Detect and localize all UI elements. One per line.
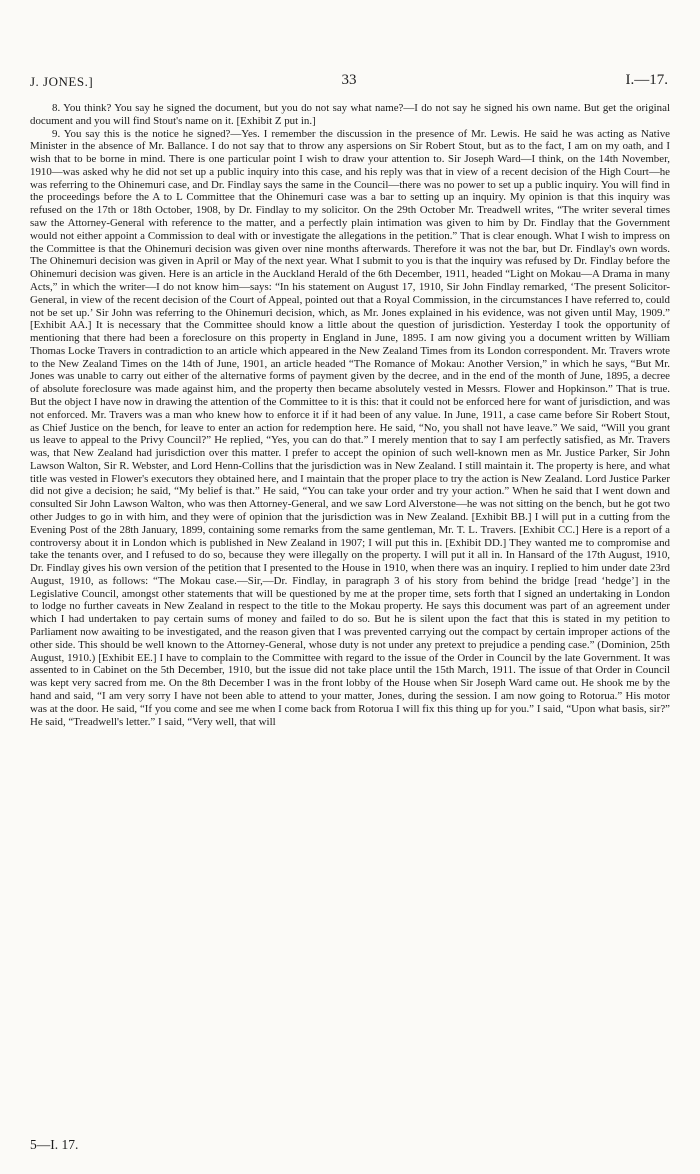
- header-witness-name: J. JONES.]: [30, 74, 94, 89]
- body-text: [30, 102, 670, 728]
- page-number: 33: [341, 72, 357, 88]
- running-header: [30, 74, 668, 92]
- printer-signature: 5—I. 17.: [30, 1137, 79, 1152]
- header-document-ref: I.—17.: [625, 72, 668, 88]
- paragraph-question-9: 9. You say this is the notice he signed?—Yes. I remember the discussion in the presence of Mr. Lewis. He said he was acting as Native Minister in the absence of Mr. Ballance. I do not say that to throw any aspersions on Sir Robert Stout, but as to the fact, I am on my oath, and I wish that to be borne in mind. There is one particular point I wish to draw your attention to. Sir Joseph Ward—I think, on the 14th November, 1910—was asked why he did not set up a public inquiry into this case, and his reply was that in view of a recent decision of the High Court—he was referring to the Ohinemuri case, and Dr. Findlay says the same in the Council—there was no power to set up a public inquiry. You will find in the proceedings before the A to L Committee that the Ohinemuri case was a bar to setting up an inquiry. My opinion is that this inquiry was refused on the 17th or 18th October, 1908, by Dr. Findlay to my solicitor. On the 29th October Mr. Treadwell writes, “The writer several times saw the Attorney-General with reference to the matter, and a perfectly plain intimation was given to him by Dr. Findlay that the Government would not either appoint a Commission to deal with or investigate the allegations in the petition.” That is clear enough. What I wish to impress on the Committee is that the Ohinemuri decision was given over nine months afterwards. Therefore it was not the bar, but Dr. Findlay's own words. The Ohinemuri decision was given in April or May of the next year. What I submit to you is that the inquiry was refused by Dr. Findlay before the Ohinemuri decision was given. Here is an article in the Auckland Herald of the 6th December, 1911, headed “Light on Mokau—A Drama in many Acts,” in which the writer—I do not know him—says: “In his statement on August 17, 1910, Sir John Findlay remarked, ‘The present Solicitor-General, in view of the recent decision of the Court of Appeal, pointed out that a Royal Commission, in the circumstances I have referred to, could not be set up.’ Sir John was referring to the Ohinemuri decision, which, as Mr. Jones explained in his evidence, was not given until May, 1909.” [Exhibit AA.] It is necessary that the Committee should know a little about the question of jurisdiction. Yesterday I took the opportunity of mentioning that there had been a foreclosure on this property in England in June, 1895. I am now giving you a document written by William Thomas Locke Travers in contradiction to an article which appeared in the New Zealand Times from its London correspondent. Mr. Travers wrote to the New Zealand Times on the 14th of June, 1901, an article headed “The Romance of Mokau: Another Version,” in which he says, “But Mr. Jones was unable to carry out either of the alternative forms of payment given by the decree, and in the end of the month of June, 1895, a decree of absolute foreclosure was made against him, and the property then became absolutely vested in Messrs. Flower and Hopkinson.” That is true. But the object I have now in drawing the attention of the Committee to it is this: that it could not be enforced here for want of jurisdiction, and was not enforced. Mr. Travers was a man who knew how to enforce it if it had been of any value. In June, 1911, a case came before Sir Robert Stout, as Chief Justice on the bench, for leave to enter an action for redemption here. He said, “No, you shall not have leave.” We said, “Will you grant us leave to appeal to the Privy Council?” He replied, “Yes, you can do that.” I merely mention that to say I am perfectly satisfied, as Mr. Travers was, that New Zealand had jurisdiction over this matter. I prefer to accept the opinion of such well-known men as Mr. Justice Parker, Sir John Lawson Walton, Sir R. Webster, and Lord Henn-Collins that the jurisdiction was in New Zealand. I still maintain it. The property is here, and what title was vested in Flower's executors they obtained here, and I maintain that the proper place to try the action is New Zealand. Lord Justice Parker did not give a decision; he said, “My belief is that.” He said, “You can take your order and try your action.” When he said that I went down and consulted Sir John Lawson Walton, who was then Attorney-General, and we saw Lord Alverstone—he was not sitting on the bench, but he got two other Judges to go in with him, and they were of opinion that the jurisdiction was in New Zealand. [Exhibit BB.] I will put in a cutting from the Evening Post of the 28th January, 1899, containing some remarks from the same gentleman, Mr. T. L. Travers. [Exhibit CC.] Here is a report of a controversy about it in London which is published in New Zealand in 1907; I will put this in. [Exhibit DD.] They wanted me to compromise and take the tenants over, and I refused to do so, because they were illegally on the property. I will put it all in. In Hansard of the 17th August, 1910, Dr. Findlay gives his own version of the petition that I presented to the House in 1910, when there was an inquiry. I replied to him under date 23rd August, 1910, as follows: “The Mokau case.—Sir,—Dr. Findlay, in paragraph 3 of his story from behind the bridge [read ‘hedge’] in the Legislative Council, amongst other statements that will be questioned by me at the proper time, sets forth that I signed an undertaking in London to lodge no further caveats in New Zealand in respect to the title to the Mokau property. He says this document was part of an agreement under which I had undertaken to pay certain sums of money and failed to do so. But he is silent upon the fact that this is stated in my petition to Parliament now awaiting to be investigated, and the reason given that I was prevented carrying out the compact by certain improper actions of the other side. This should be well known to the Attorney-General, whose duty is not under any pretext to prejudice a pending case.” (Dominion, 25th August, 1910.) [Exhibit EE.] I have to complain to the Committee with regard to the issue of the Order in Council by the late Government. It was assented to in Cabinet on the 5th December, 1910, but the issue did not take place until the 15th March, 1911. The issue of that Order in Council was kept very sacred from me. On the 8th December I was in the front lobby of the House when Sir Joseph Ward came out. He shook me by the hand and said, “I am very sorry I have not been able to attend to your matter, Jones, during the session. I am now going to Rotorua.” His motor was at the door. He said, “If you come and see me when I come back from Rotorua I will fix this thing up for you.” I said, “Upon what basis, sir?” He said, “Treadwell's letter.” I said, “Very well, that will: [30, 127, 670, 728]
- paragraph-question-8: 8. You think? You say he signed the document, but you do not say what name?—I do not say he signed his own name. But get the original document and you will find Stout's name on it. [Exhibit Z put in.]: [30, 102, 670, 127]
